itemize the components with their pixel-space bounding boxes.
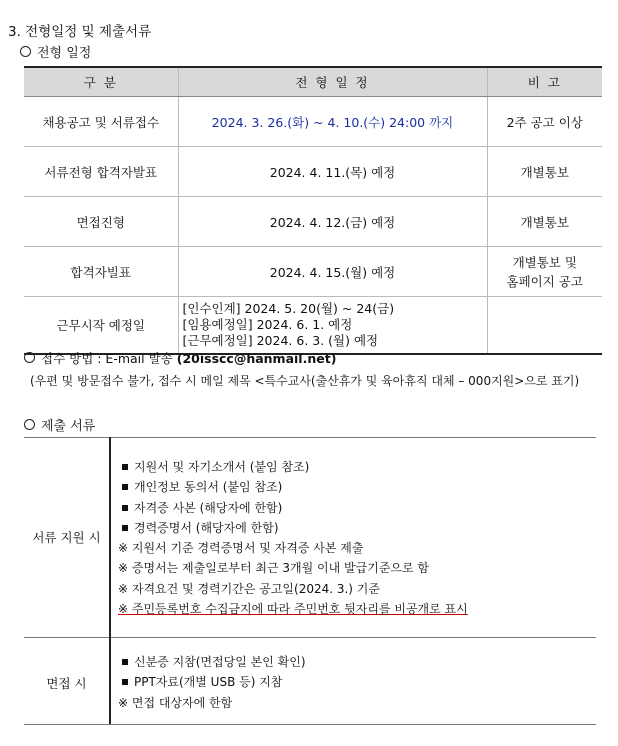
header-note: 비 고	[487, 67, 602, 97]
list-item	[118, 652, 306, 672]
row-note	[487, 297, 602, 355]
schedule-subtitle	[20, 42, 91, 61]
list-item-text: 경력증명서 (해당자에 한함)	[134, 520, 279, 535]
row-category: 서류전형 합격자발표	[24, 147, 178, 197]
application-docs-list	[118, 457, 468, 619]
list-item	[118, 518, 468, 538]
list-item	[118, 498, 468, 518]
application-docs-label: 서류 지원 시	[32, 530, 101, 545]
row-date: 2024. 4. 15.(월) 예정	[178, 247, 487, 297]
note-item: ※ 주민등록번호 수집금지에 따라 주민번호 뒷자리를 비공개로 표시	[118, 602, 468, 617]
row-date: 2024. 4. 11.(목) 예정	[178, 147, 487, 197]
row-note: 개별통보	[487, 197, 602, 247]
table-row	[24, 97, 602, 147]
contact-method	[24, 349, 336, 367]
circle-bullet-icon	[24, 352, 35, 363]
work-line: [인수인계] 2024. 5. 20(월) ~ 24(금)	[182, 301, 395, 316]
table-row	[24, 247, 602, 297]
row-note: 2주 공고 이상	[487, 97, 602, 147]
list-item-text: 개인정보 동의서 (붙임 참조)	[134, 480, 283, 495]
work-line: [근무예정일] 2024. 6. 3. (월) 예정	[182, 333, 379, 348]
contact-email: (20isscc@hanmail.net)	[176, 351, 337, 366]
header-category: 구 분	[24, 67, 178, 97]
note-item: ※ 자격요건 및 경력기간은 공고일(2024. 3.) 기준	[118, 581, 380, 596]
work-line: [임용예정일] 2024. 6. 1. 예정	[182, 317, 353, 332]
row-date: 2024. 3. 26.(화) ~ 4. 10.(수) 24:00 까지	[178, 97, 487, 147]
list-item-text: 지원서 및 자기소개서 (붙임 참조)	[134, 460, 310, 474]
list-item	[118, 672, 306, 692]
row-date	[178, 297, 487, 355]
header-date: 전 형 일 정	[178, 67, 487, 97]
square-bullet-icon	[122, 525, 128, 531]
table-row	[24, 147, 602, 197]
documents-title-text: 제출 서류	[41, 419, 96, 434]
list-item-text: 자격증 사본 (해당자에 한함)	[134, 500, 283, 515]
interview-label: 면접 시	[46, 676, 87, 691]
row-category: 합격자빌표	[24, 247, 178, 297]
circle-bullet-icon	[24, 419, 35, 430]
section-title: 3. 전형일정 및 제출서류	[8, 24, 152, 40]
schedule-header-row	[24, 67, 602, 97]
list-item-text: 신분증 지참(면접당일 본인 확인)	[134, 655, 306, 669]
divider	[24, 724, 596, 725]
contact-note: (우편 및 방문접수 불가, 접수 시 메일 제목 <특수교사(출산휴가 및 육아휴직 대체 – 000지원>으로 표기)	[30, 374, 580, 388]
table-row	[24, 197, 602, 247]
square-bullet-icon	[122, 464, 128, 470]
row-category: 면접진형	[24, 197, 178, 247]
row-date: 2024. 4. 12.(금) 예정	[178, 197, 487, 247]
square-bullet-icon	[122, 679, 128, 685]
square-bullet-icon	[122, 659, 128, 665]
contact-label: 접수 방법 : E-mail 발송	[41, 351, 173, 366]
schedule-subtitle-text: 전형 일정	[37, 46, 92, 61]
note-item: ※ 면접 대상자에 한함	[118, 695, 233, 710]
row-note-line: 개별통보 및	[512, 254, 577, 270]
list-item	[118, 457, 468, 477]
row-category: 근무시작 예정일	[24, 297, 178, 355]
list-item	[118, 477, 468, 497]
documents-title	[24, 415, 95, 434]
row-note-line: 홈페이지 공고	[506, 273, 583, 289]
list-item-text: PPT자료(개별 USB 등) 지참	[134, 675, 283, 690]
note-item: ※ 지원서 기준 경력증명서 및 자격증 사본 제출	[118, 541, 364, 556]
divider	[109, 437, 111, 724]
schedule-table	[24, 66, 602, 355]
square-bullet-icon	[122, 505, 128, 511]
row-note: 개별통보	[487, 147, 602, 197]
row-note	[487, 247, 602, 297]
interview-list	[118, 652, 306, 713]
note-item: ※ 증명서는 제출일로부터 최근 3개월 이내 발급기준으로 함	[118, 561, 430, 576]
table-row	[24, 297, 602, 355]
square-bullet-icon	[122, 484, 128, 490]
circle-bullet-icon	[20, 46, 31, 57]
row-category: 채용공고 및 서류접수	[24, 97, 178, 147]
